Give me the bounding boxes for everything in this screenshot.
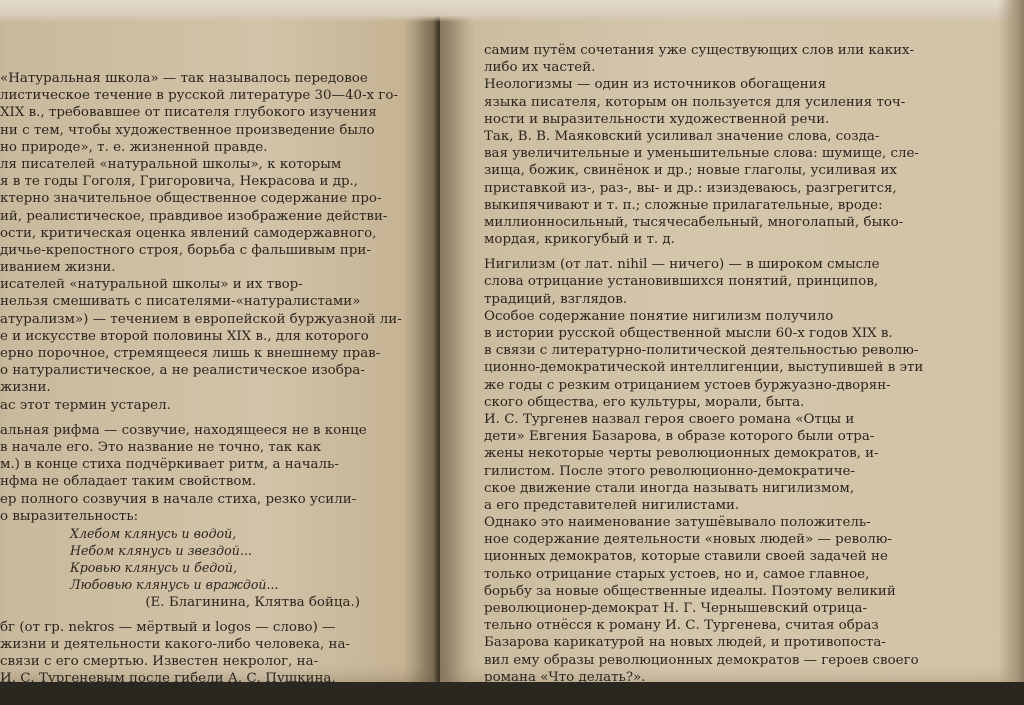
right_page-line: вил ему образы революционных демократов — героев своего xyxy=(484,652,919,668)
left_page-line: «Натуральная школа» — так называлось передовое xyxy=(0,71,368,86)
left_page-line: иванием жизни. xyxy=(0,260,116,276)
right_page-line: ности и выразительности художественной речи. xyxy=(484,111,830,127)
left_page-line: бг (от гр. nekros — мёртвый и logos — слово) — xyxy=(0,619,336,635)
left_page-line: нфма не обладает таким свойством. xyxy=(0,474,257,490)
right_page-line: И. С. Тургенев назвал героя своего романа «Отцы и xyxy=(484,411,855,427)
left_page-line: исателей «натуральной школы» и их твор- xyxy=(0,277,303,293)
left-page xyxy=(0,0,438,704)
left_page-line: в начале его. Это название не точно, так как xyxy=(0,439,322,455)
left_page-line: ости, критическая оценка явлений самодержавного, xyxy=(0,225,377,241)
right_page-line: Базарова карикатурой на новых людей, и противопоста- xyxy=(484,635,886,651)
right_page-line: Однако это наименование затушёвывало положитель- xyxy=(484,515,871,531)
right_page-line: ционно-демократической интеллигенции, выступившей в эти xyxy=(484,360,924,376)
left_page-line: И. С. Тургеневым после гибели А. С. Пушкина, xyxy=(0,671,336,687)
left_page-line: е и искусстве второй половины XIX в., для которого xyxy=(0,328,369,344)
right_page-line: вая увеличительные и уменьшительные слова: шумище, сле- xyxy=(484,146,919,162)
right_page-line: Особое содержание понятие нигилизм получило xyxy=(484,308,834,324)
right_page-line: борьбу за новые общественные идеалы. Поэтому великий xyxy=(484,583,896,599)
left_page-line: но природе», т. е. жизненной правде. xyxy=(0,139,268,155)
left_page-line: я в те годы Гоголя, Григоровича, Некрасова и др., xyxy=(0,174,359,190)
right_page-line: Так, В. В. Маяковский усиливал значение слова, созда- xyxy=(484,128,880,144)
left_page-line xyxy=(0,611,420,619)
left_page-line: жизни. xyxy=(0,380,51,396)
right_page-line: слова отрицание установившихся понятий, принципов, xyxy=(484,274,879,290)
right_page-line: традиций, взглядов. xyxy=(484,291,628,307)
right_page-line: только отрицание старых устоев, но и, самое главное, xyxy=(484,566,870,582)
left_page-line: Хлебом клянусь и водой, xyxy=(70,525,237,541)
left_page-line: Кровью клянусь и бедой, xyxy=(70,560,237,576)
right_page-line: самим путём сочетания уже существующих слов или каких- xyxy=(484,43,915,58)
left_page-line: (Е. Благинина, Клятва бойца.) xyxy=(145,594,360,610)
left-page-text xyxy=(0,70,420,705)
left_page-line: ни с тем, чтобы художественное произведение было xyxy=(0,122,375,138)
right_page-line: а его представителей нигилистами. xyxy=(484,497,740,513)
left_page-line: о натуралистическое, а не реалистическое изобра- xyxy=(0,363,365,379)
right_page-line: приставкой из-, раз-, вы- и др.: изиздеваюсь, разгрегится, xyxy=(484,180,897,196)
right_page-line: языка писателя, которым он пользуется для усиления точ- xyxy=(484,94,906,110)
page-right-edge xyxy=(998,0,1024,682)
right_page-line: революционер-демократ Н. Г. Чернышевский отрица- xyxy=(484,601,868,616)
left_page-line: Любовью клянусь и враждой... xyxy=(70,577,279,593)
left_page-line: ер полного созвучия в начале стиха, резко усили- xyxy=(0,491,357,507)
right_page-line: романа «Что делать?». xyxy=(484,669,646,685)
right-page-text xyxy=(484,42,1004,686)
left_page-line: нельзя смешивать с писателями-«натуралистами» xyxy=(0,294,361,310)
right_page-line: Неологизмы — один из источников обогащения xyxy=(484,77,827,93)
left_page-line: XIX в., требовавшее от писателя глубокого изучения xyxy=(0,105,377,121)
right_page-line: же годы с резким отрицанием устоев буржуазно-дворян- xyxy=(484,377,891,393)
right_page-line: дети» Евгения Базарова, в образе которого были отра- xyxy=(484,429,875,445)
right_page-line: Нигилизм (от лат. nihil — ничего) — в широком смысле xyxy=(484,257,880,273)
right_page-line xyxy=(484,248,1004,256)
right_page-line: жены некоторые черты революционных демократов, и- xyxy=(484,446,879,462)
left_page-line: альная рифма — созвучие, находящееся не в конце xyxy=(0,422,367,438)
right_page-line: в истории русской общественной мысли 60-х годов XIX в. xyxy=(484,326,893,341)
left_page-line: ля писателей «натуральной школы», к которым xyxy=(0,156,342,172)
right_page-line: миллионносильный, тысячесабельный, многолапый, быко- xyxy=(484,214,904,230)
right_page-line: ское движение стали иногда называть нигилизмом, xyxy=(484,480,855,496)
left_page-line: дичье-крепостного строя, борьба с фальшивым при- xyxy=(0,242,371,258)
right_page-line: тельно отнёсся к роману И. С. Тургенева, считая образ xyxy=(484,618,879,634)
right_page-line: в связи с литературно-политической деятельностью револю- xyxy=(484,343,919,359)
page-top-edge xyxy=(0,0,1024,22)
left_page-line: атурализм») — течением в европейской буржуазной ли- xyxy=(0,311,402,327)
right_page-line: гилистом. После этого революционно-демократиче- xyxy=(484,463,856,479)
right_page-line: зища, божик, свинёнок и др.; новые глаголы, усиливая их xyxy=(484,163,897,179)
left_page-line xyxy=(0,414,420,422)
left_page-line: о выразительность: xyxy=(0,508,139,524)
left_page-line: Небом клянусь и звездой... xyxy=(70,543,252,559)
left_page-line: связи с его смертью. Известен некролог, на- xyxy=(0,654,319,670)
left_page-line: полицейские преследования писателя. xyxy=(0,688,279,704)
right_page-line: выкипячивают и т. п.; сложные прилагательные, вроде: xyxy=(484,197,883,213)
right_page-line: мордая, крикогубый и т. д. xyxy=(484,232,675,248)
left_page-line: ктерно значительное общественное содержание про- xyxy=(0,191,382,207)
right_page-line: либо их частей. xyxy=(484,60,596,76)
left_page-line: жизни и деятельности какого-либо человека, на- xyxy=(0,637,350,652)
right_page-line: ное содержание деятельности «новых людей» — револю- xyxy=(484,532,892,548)
right-page xyxy=(440,0,1024,685)
left_page-line: ерно порочное, стремящееся лишь к внешнему прав- xyxy=(0,346,381,361)
right_page-line: ционных демократов, которые ставили своей задачей не xyxy=(484,549,888,565)
left_page-line: ас этот термин устарел. xyxy=(0,397,171,413)
left_page-line: ий, реалистическое, правдивое изображение действи- xyxy=(0,208,388,224)
right_page-line: ского общества, его культуры, морали, быта. xyxy=(484,394,805,410)
left_page-line: м.) в конце стиха подчёркивает ритм, а началь- xyxy=(0,457,339,473)
left_page-line: листическое течение в русской литературе 30—40-х го- xyxy=(0,88,398,104)
